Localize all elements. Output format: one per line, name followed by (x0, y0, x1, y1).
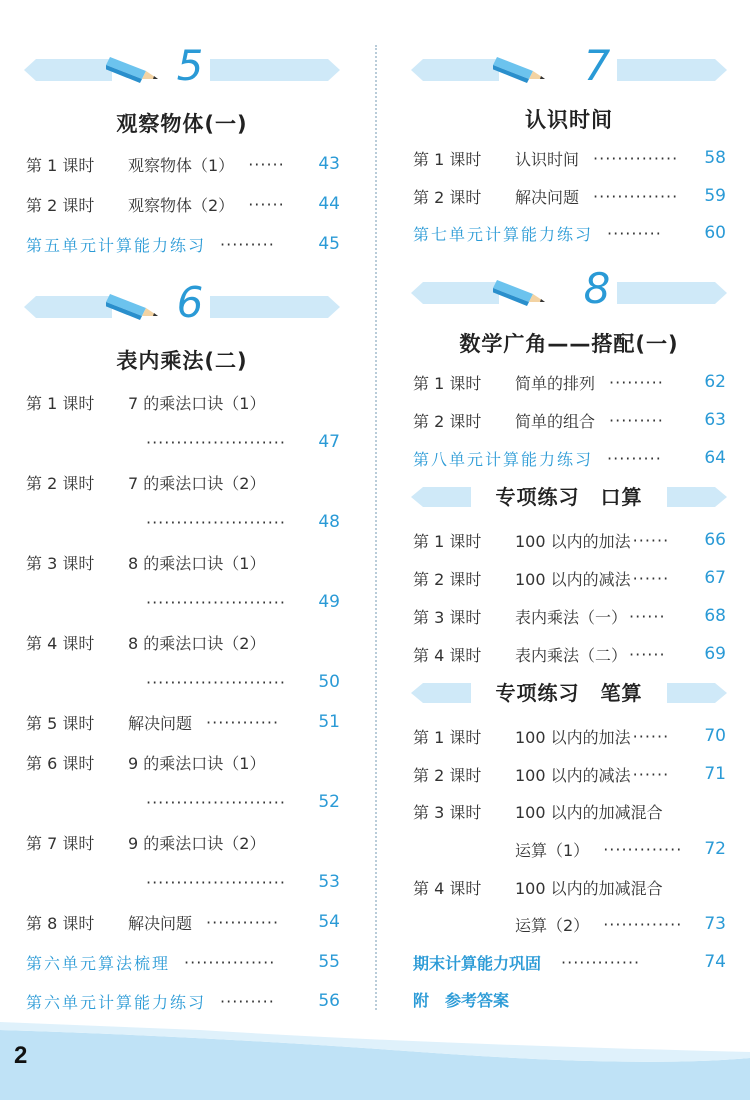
entry-title: 7 的乘法口诀（2） (128, 473, 266, 493)
page-number: 73 (704, 914, 726, 934)
leader-dots: ······ (632, 568, 670, 588)
toc-entry-continuation[interactable] (146, 869, 340, 895)
entry-title: 表内乘法（一） (515, 607, 628, 627)
entry-title: 附 参考答案 (413, 990, 510, 1010)
banner-bar-left (24, 296, 112, 318)
unit-title: 表内乘法(二) (116, 349, 248, 373)
entry-title: 7 的乘法口诀（1） (128, 393, 266, 413)
lesson-label: 第 1 课时 (413, 531, 482, 551)
lesson-label: 第 3 课时 (413, 802, 482, 822)
toc-entry[interactable] (413, 641, 726, 667)
toc-entry-continuation[interactable] (146, 669, 340, 695)
toc-entry[interactable] (413, 407, 726, 433)
page-number: 74 (704, 952, 726, 972)
leader-dots: ········· (607, 448, 662, 468)
unit-number: 8 (583, 264, 611, 313)
page-number: 68 (704, 606, 726, 626)
page-number: 44 (318, 194, 340, 214)
banner-bar-right (667, 683, 727, 703)
page-number: 69 (704, 644, 726, 664)
entry-title: 8 的乘法口诀（1） (128, 553, 266, 573)
toc-entry[interactable] (26, 191, 340, 217)
toc-entry[interactable] (413, 369, 726, 395)
unit-title: 数学广角——搭配(一) (459, 332, 679, 356)
entry-title: 观察物体（2） (128, 195, 235, 215)
entry-title: 第六单元计算能力练习 (26, 992, 207, 1012)
column-divider (375, 45, 377, 1010)
toc-entry-practice[interactable] (413, 220, 726, 246)
lesson-label: 第 2 课时 (26, 473, 95, 493)
written-practice-banner (411, 678, 727, 708)
unit-title: 观察物体(一) (116, 112, 248, 136)
toc-entry[interactable] (413, 874, 726, 900)
toc-entry-continuation[interactable] (146, 429, 340, 455)
toc-entry-continuation[interactable] (146, 589, 340, 615)
leader-dots: ······················· (146, 512, 286, 532)
entry-title: 认识时间 (515, 149, 580, 169)
page-number: 49 (318, 592, 340, 612)
leader-dots: ······················· (146, 432, 286, 452)
entry-title: 100 以内的加法 (515, 531, 631, 551)
lesson-label: 第 8 课时 (26, 913, 95, 933)
page-number: 70 (704, 726, 726, 746)
page-number: 53 (318, 872, 340, 892)
banner-bar-left (411, 282, 499, 304)
unit-7-banner (411, 41, 727, 95)
toc-entry[interactable] (26, 469, 340, 495)
entry-title: 100 以内的减法 (515, 765, 631, 785)
toc-entry[interactable] (413, 565, 726, 591)
banner-bar-right (617, 59, 727, 81)
oral-practice-banner (411, 482, 727, 512)
page-number: 43 (318, 154, 340, 174)
leader-dots: ········· (220, 991, 275, 1011)
toc-entry[interactable] (26, 151, 340, 177)
lesson-label: 第 6 课时 (26, 753, 95, 773)
toc-entry-final-review[interactable] (413, 949, 726, 975)
leader-dots: ········· (609, 372, 664, 392)
lesson-label: 第 1 课时 (413, 727, 482, 747)
leader-dots: ······ (632, 764, 670, 784)
entry-title: 第六单元算法梳理 (26, 953, 171, 973)
page-number: 72 (704, 839, 726, 859)
leader-dots: ·············· (593, 148, 679, 168)
unit-8-banner (411, 264, 727, 318)
lesson-label: 第 2 课时 (413, 411, 482, 431)
lesson-label: 第 4 课时 (26, 633, 95, 653)
entry-title: 期末计算能力巩固 (413, 953, 542, 973)
toc-entry[interactable] (26, 709, 340, 735)
unit-number: 6 (176, 278, 204, 327)
lesson-label: 第 1 课时 (26, 393, 95, 413)
page-number: 50 (318, 672, 340, 692)
entry-title: 运算（2） (515, 915, 590, 935)
page-number: 63 (704, 410, 726, 430)
banner-bar-left (411, 59, 499, 81)
leader-dots: ············· (561, 952, 641, 972)
lesson-label: 第 1 课时 (26, 155, 95, 175)
toc-entry-practice[interactable] (413, 445, 726, 471)
toc-entry-appendix[interactable] (413, 986, 726, 1012)
unit-6-banner (24, 278, 340, 332)
entry-title: 100 以内的减法 (515, 569, 631, 589)
toc-entry[interactable] (413, 603, 726, 629)
toc-entry[interactable] (26, 749, 340, 775)
pencil-icon (493, 47, 557, 87)
toc-entry-practice[interactable] (26, 231, 340, 257)
entry-title: 9 的乘法口诀（1） (128, 753, 266, 773)
leader-dots: ············· (603, 839, 683, 859)
toc-entry[interactable] (413, 761, 726, 787)
lesson-label: 第 2 课时 (413, 765, 482, 785)
leader-dots: ······················· (146, 592, 286, 612)
lesson-label: 第 1 课时 (413, 149, 482, 169)
toc-entry-practice[interactable] (26, 988, 340, 1014)
leader-dots: ········· (609, 410, 664, 430)
banner-bar-left (411, 487, 471, 507)
toc-entry[interactable] (26, 909, 340, 935)
entry-title: 解决问题 (128, 713, 193, 733)
banner-bar-right (617, 282, 727, 304)
lesson-label: 第 3 课时 (413, 607, 482, 627)
page-number: 71 (704, 764, 726, 784)
page-number: 47 (318, 432, 340, 452)
lesson-label: 第 5 课时 (26, 713, 95, 733)
unit-title: 认识时间 (525, 108, 613, 132)
pencil-icon (493, 270, 557, 310)
unit-number: 7 (583, 41, 611, 90)
entry-title: 100 以内的加减混合 (515, 802, 663, 822)
leader-dots: ············ (206, 712, 280, 732)
leader-dots: ······················· (146, 872, 286, 892)
entry-title: 第五单元计算能力练习 (26, 235, 207, 255)
leader-dots: ·············· (593, 186, 679, 206)
leader-dots: ··············· (184, 952, 276, 972)
page-number: 52 (318, 792, 340, 812)
pencil-icon (106, 284, 170, 324)
toc-entry[interactable] (413, 798, 726, 824)
entry-title: 9 的乘法口诀（2） (128, 833, 266, 853)
lesson-label: 第 1 课时 (413, 373, 482, 393)
toc-entry[interactable] (413, 527, 726, 553)
page-number: 64 (704, 448, 726, 468)
page-number: 51 (318, 712, 340, 732)
toc-entry[interactable] (26, 829, 340, 855)
leader-dots: ············ (206, 912, 280, 932)
page-number: 67 (704, 568, 726, 588)
leader-dots: ······ (248, 194, 285, 214)
toc-entry-summary[interactable] (26, 949, 340, 975)
page-number: 58 (704, 148, 726, 168)
leader-dots: ······ (632, 530, 670, 550)
lesson-label: 第 2 课时 (413, 187, 482, 207)
page-number: 66 (704, 530, 726, 550)
lesson-label: 第 3 课时 (26, 553, 95, 573)
toc-entry[interactable] (26, 389, 340, 415)
entry-title: 第七单元计算能力练习 (413, 224, 594, 244)
page-number-footer: 2 (14, 1042, 28, 1069)
entry-title: 简单的排列 (515, 373, 596, 393)
pencil-icon (106, 47, 170, 87)
unit-5-banner (24, 41, 340, 95)
lesson-label: 第 7 课时 (26, 833, 95, 853)
page-number: 55 (318, 952, 340, 972)
section-title: 专项练习 口算 (495, 485, 643, 509)
entry-title: 8 的乘法口诀（2） (128, 633, 266, 653)
lesson-label: 第 4 课时 (413, 878, 482, 898)
leader-dots: ········· (220, 234, 275, 254)
lesson-label: 第 4 课时 (413, 645, 482, 665)
leader-dots: ······ (629, 644, 666, 664)
section-title: 专项练习 笔算 (495, 681, 643, 705)
lesson-label: 第 2 课时 (26, 195, 95, 215)
banner-bar-right (667, 487, 727, 507)
lesson-label: 第 2 课时 (413, 569, 482, 589)
toc-entry-continuation[interactable] (515, 911, 726, 937)
toc-entry[interactable] (26, 629, 340, 655)
leader-dots: ······················· (146, 672, 286, 692)
toc-entry[interactable] (413, 145, 726, 171)
entry-title: 100 以内的加法 (515, 727, 631, 747)
banner-bar-right (210, 59, 340, 81)
banner-bar-left (24, 59, 112, 81)
toc-entry[interactable] (413, 723, 726, 749)
page-number: 56 (318, 991, 340, 1011)
entry-title: 解决问题 (515, 187, 580, 207)
page-number: 48 (318, 512, 340, 532)
toc-entry-continuation[interactable] (146, 789, 340, 815)
banner-bar-right (210, 296, 340, 318)
unit-number: 5 (176, 41, 204, 90)
page-number: 59 (704, 186, 726, 206)
page-number: 54 (318, 912, 340, 932)
entry-title: 第八单元计算能力练习 (413, 449, 594, 469)
entry-title: 表内乘法（二） (515, 645, 628, 665)
entry-title: 100 以内的加减混合 (515, 878, 663, 898)
page-number: 45 (318, 234, 340, 254)
leader-dots: ············· (603, 914, 683, 934)
entry-title: 观察物体（1） (128, 155, 235, 175)
footer-band (0, 1022, 750, 1100)
entry-title: 简单的组合 (515, 411, 596, 431)
leader-dots: ······ (248, 154, 285, 174)
toc-entry[interactable] (26, 549, 340, 575)
toc-entry-continuation[interactable] (146, 509, 340, 535)
page-number: 62 (704, 372, 726, 392)
banner-bar-left (411, 683, 471, 703)
leader-dots: ······ (629, 606, 666, 626)
toc-entry-continuation[interactable] (515, 836, 726, 862)
leader-dots: ······················· (146, 792, 286, 812)
entry-title: 运算（1） (515, 840, 590, 860)
leader-dots: ········· (607, 223, 662, 243)
leader-dots: ······ (632, 726, 670, 746)
toc-entry[interactable] (413, 183, 726, 209)
page-number: 60 (704, 223, 726, 243)
entry-title: 解决问题 (128, 913, 193, 933)
